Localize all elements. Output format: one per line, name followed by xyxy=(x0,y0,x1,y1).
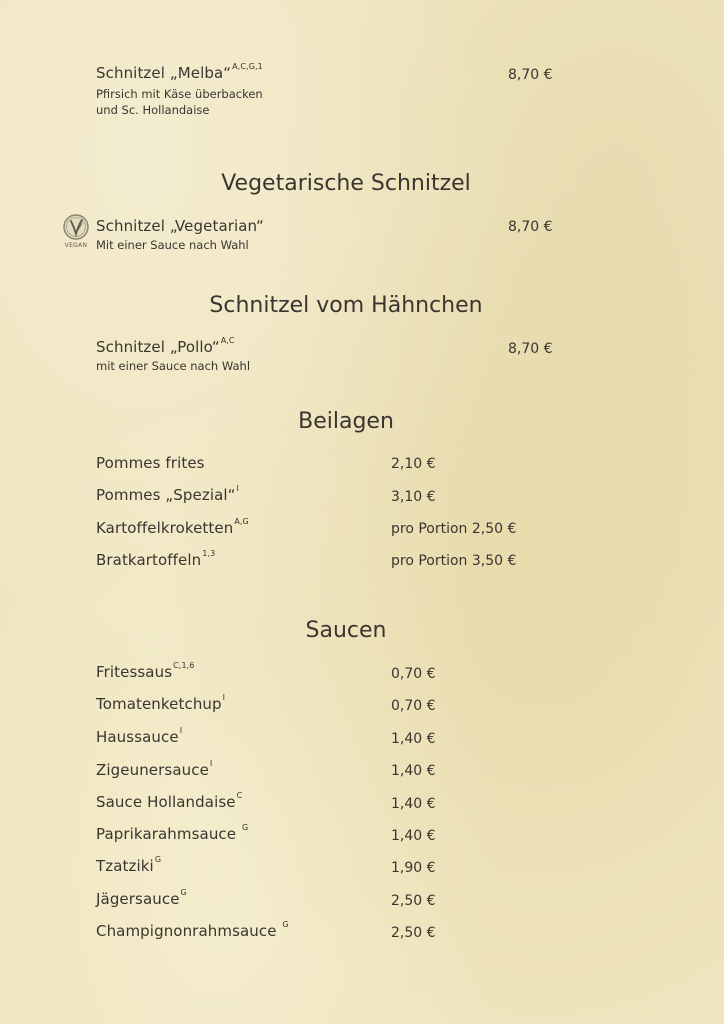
side-item xyxy=(96,519,249,537)
item-description-line-2: und Sc. Hollandaise xyxy=(96,103,210,117)
sauce-item xyxy=(96,825,248,843)
item-price: 2,50 € xyxy=(391,925,436,941)
item-description: Mit einer Sauce nach Wahl xyxy=(96,238,249,252)
item-name: Haussauce xyxy=(96,728,179,746)
allergen-codes: G xyxy=(154,855,162,864)
item-name: Champignonrahmsauce xyxy=(96,922,282,940)
item-price: 2,10 € xyxy=(391,456,436,472)
sauce-item xyxy=(96,793,242,811)
allergen-codes: G xyxy=(241,823,249,832)
section-heading-sides: Beilagen xyxy=(298,409,394,434)
item-name: Paprikarahmsauce xyxy=(96,825,241,843)
vegan-badge-label: VEGAN xyxy=(64,242,88,249)
item-name: Sauce Hollandaise xyxy=(96,793,236,811)
item-price: pro Portion 2,50 € xyxy=(391,521,517,537)
item-price: 8,70 € xyxy=(508,219,553,235)
item-name: Pommes frites xyxy=(96,454,205,472)
side-item xyxy=(96,454,206,472)
item-price: 3,10 € xyxy=(391,489,436,505)
item-price: pro Portion 3,50 € xyxy=(391,553,517,569)
allergen-codes: A,G xyxy=(234,517,249,526)
item-price: 1,40 € xyxy=(391,763,436,779)
vegan-badge-icon xyxy=(61,213,91,253)
item-description-line-1: Pfirsich mit Käse überbacken xyxy=(96,87,263,101)
sauce-item xyxy=(96,857,161,875)
item-name: Kartoffelkroketten xyxy=(96,519,234,537)
item-price: 1,40 € xyxy=(391,731,436,747)
item-price: 8,70 € xyxy=(508,341,553,357)
item-name: Jägersauce xyxy=(96,890,180,908)
item-name: Fritessaus xyxy=(96,663,173,681)
allergen-codes: I xyxy=(236,484,240,493)
item-description: mit einer Sauce nach Wahl xyxy=(96,359,251,373)
side-item xyxy=(96,486,239,504)
menu-item-vegetarian: Schnitzel „Vegetarian“ xyxy=(96,217,264,235)
allergen-codes: G xyxy=(180,888,187,897)
section-heading-vegetarian: Vegetarische Schnitzel xyxy=(221,171,471,196)
sauce-item xyxy=(96,761,212,779)
item-price: 0,70 € xyxy=(391,666,436,682)
item-price: 2,50 € xyxy=(391,893,436,909)
allergen-codes: I xyxy=(179,726,183,735)
item-name: Schnitzel „Melba“ xyxy=(96,64,232,82)
section-heading-chicken: Schnitzel vom Hähnchen xyxy=(209,293,483,318)
item-price: 1,90 € xyxy=(391,860,436,876)
item-name: Tzatziki xyxy=(96,857,154,875)
item-price: 1,40 € xyxy=(391,828,436,844)
section-heading-sauces: Saucen xyxy=(305,618,387,643)
item-name: Pommes „Spezial“ xyxy=(96,486,236,504)
allergen-codes: I xyxy=(222,693,226,702)
sauce-item xyxy=(96,663,194,681)
side-item xyxy=(96,551,215,569)
sauce-item xyxy=(96,728,182,746)
item-name: Tomatenketchup xyxy=(96,695,222,713)
item-name: Zigeunersauce xyxy=(96,761,209,779)
allergen-codes: C xyxy=(236,791,243,800)
allergen-codes: A,C xyxy=(220,336,235,345)
item-name: Bratkartoffeln xyxy=(96,551,202,569)
menu-item-pollo xyxy=(96,338,235,356)
menu-item-melba xyxy=(96,64,263,82)
sauce-item xyxy=(96,922,289,940)
sauce-item xyxy=(96,695,225,713)
allergen-codes: A,C,G,1 xyxy=(232,62,263,71)
allergen-codes: C,1,6 xyxy=(173,661,195,670)
item-price: 1,40 € xyxy=(391,796,436,812)
item-price: 8,70 € xyxy=(508,67,553,83)
allergen-codes: I xyxy=(209,759,213,768)
item-price: 0,70 € xyxy=(391,698,436,714)
allergen-codes: 1,3 xyxy=(202,549,216,558)
sauce-item xyxy=(96,890,187,908)
item-name: Schnitzel „Pollo“ xyxy=(96,338,220,356)
allergen-codes: G xyxy=(282,920,289,929)
